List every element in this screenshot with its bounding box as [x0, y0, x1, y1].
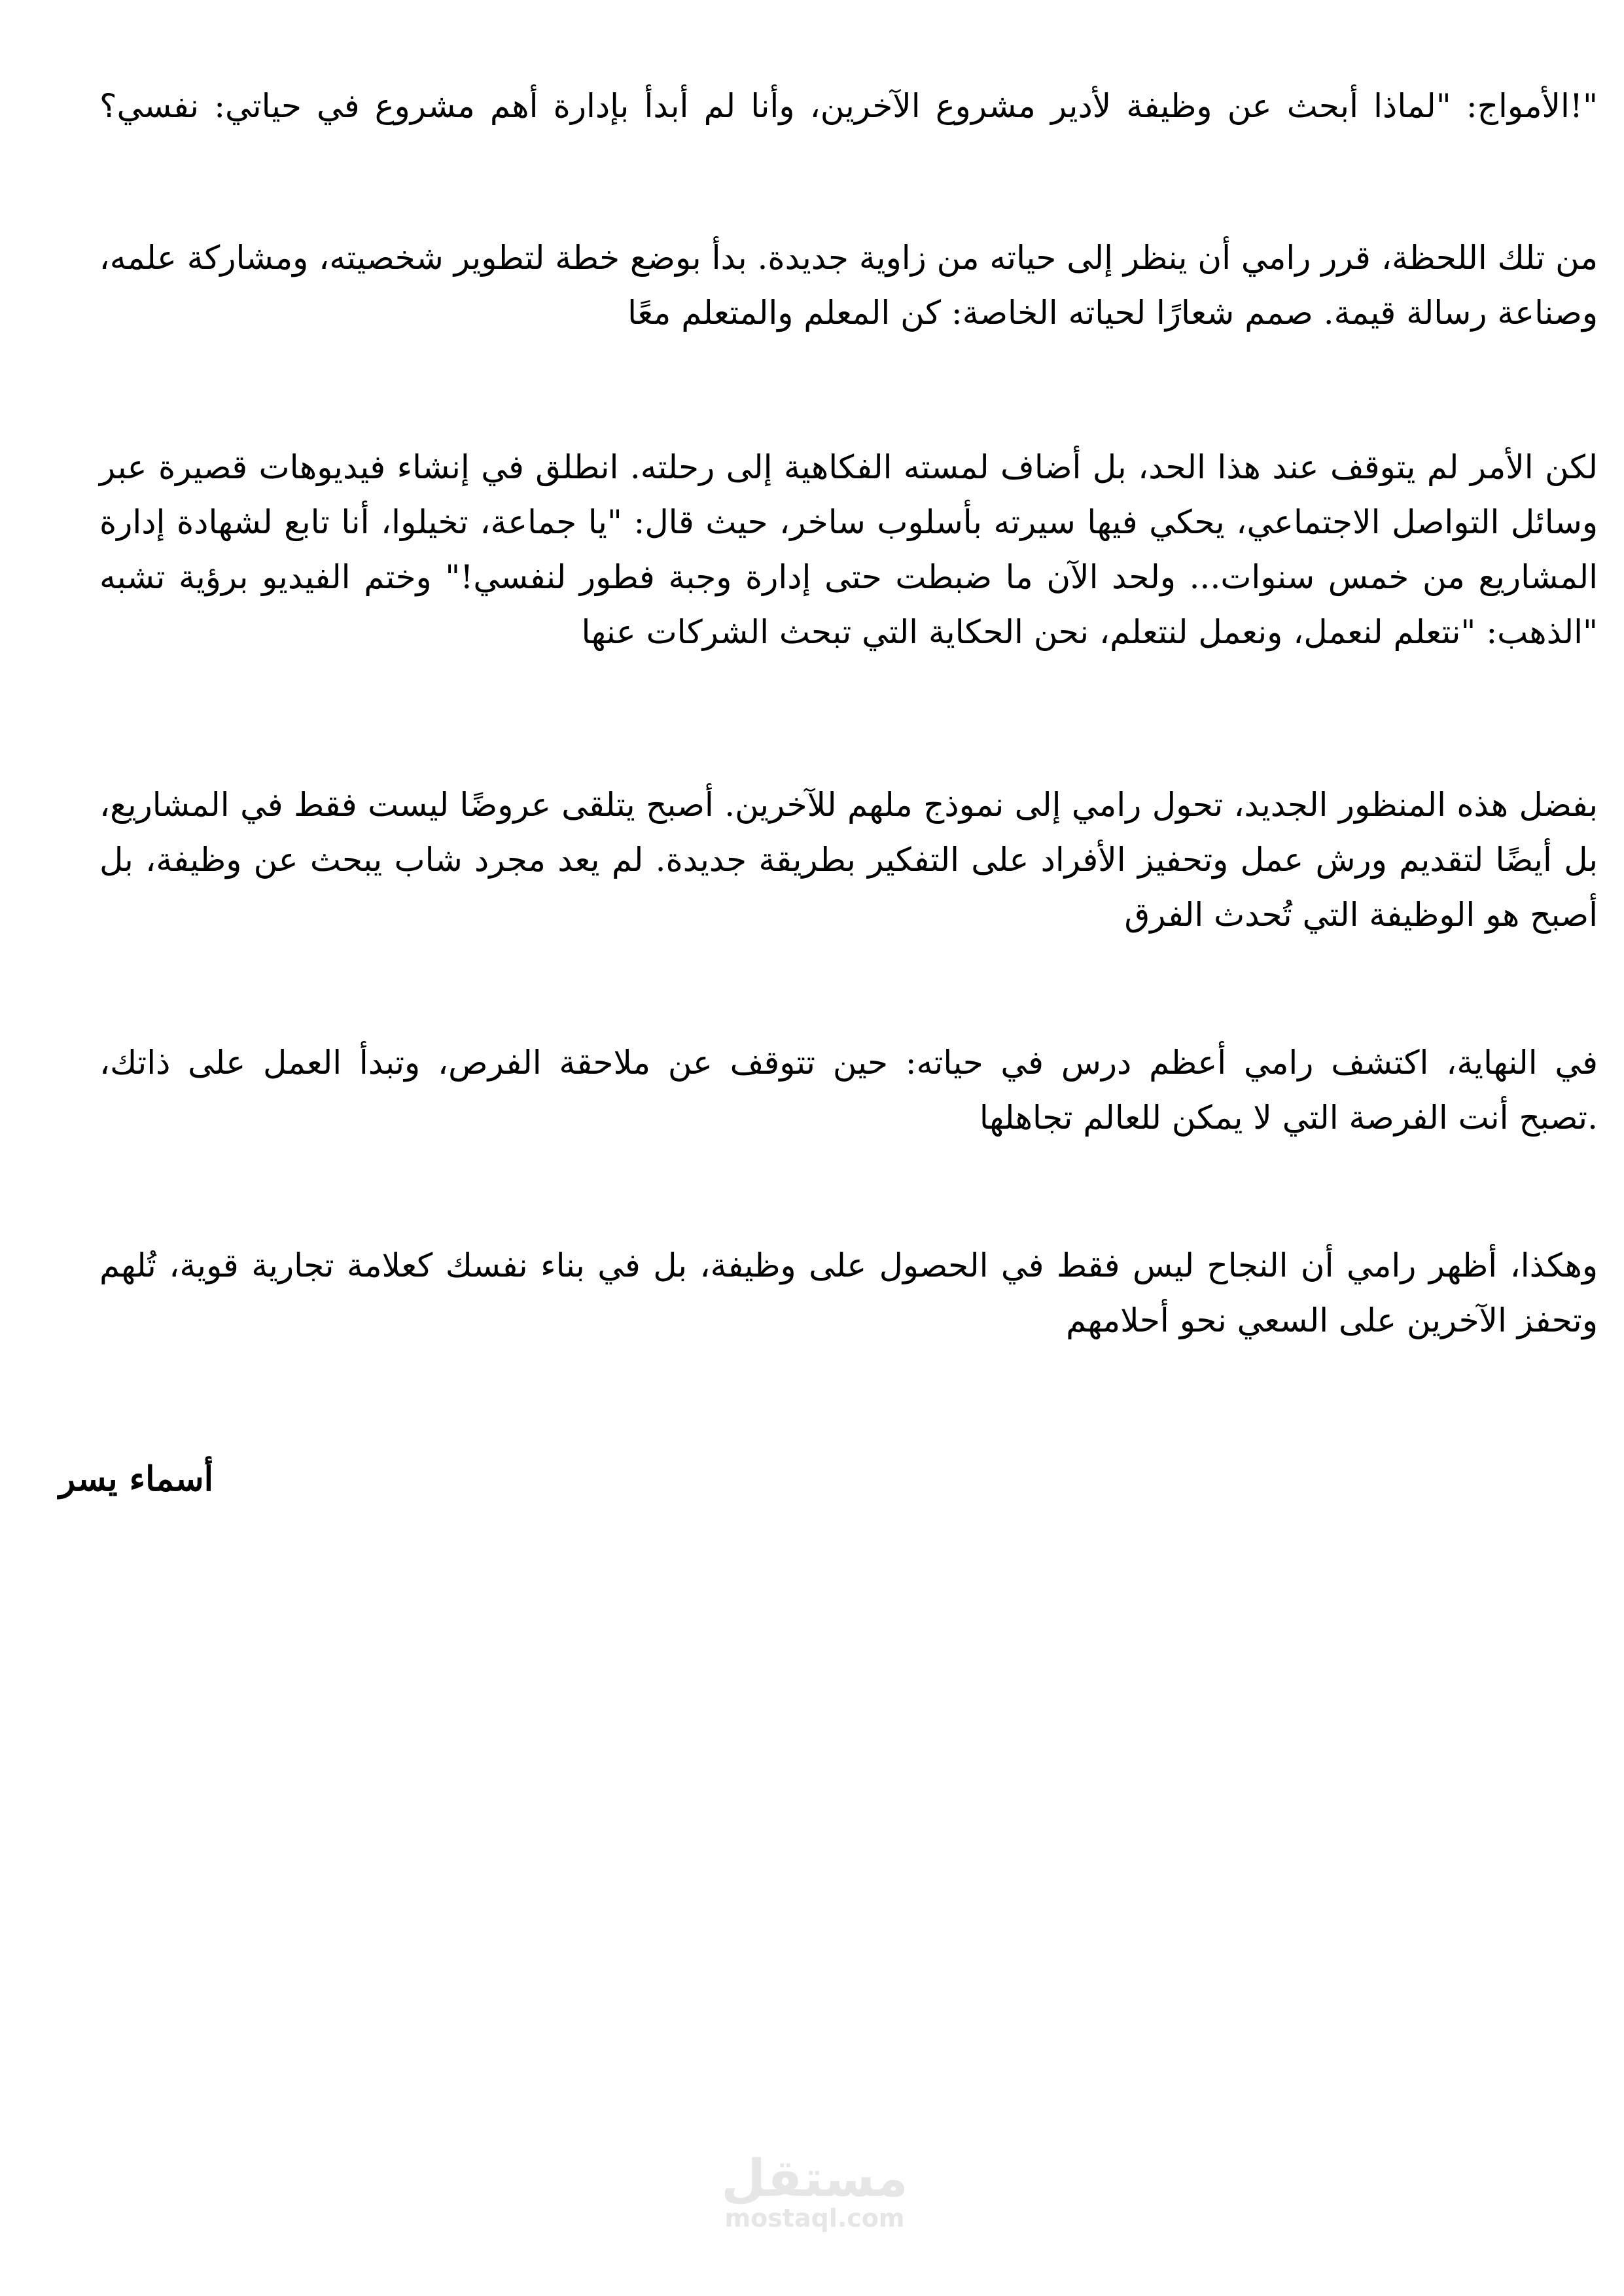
paragraph-line: المشاريع من خمس سنوات... ولحد الآن ما ضبطت حتى إدارة وجبة فطور لنفسي!" وختم الفيديو برؤية تشبه [99, 558, 1598, 596]
watermark-latin: mostaql.com [724, 2204, 905, 2233]
paragraph-line: "الذهب: "نتعلم لنعمل، ونعمل لنتعلم، نحن الحكاية التي تبحث الشركات عنها [581, 613, 1598, 651]
paragraph [99, 1035, 1598, 1145]
paragraph-line: أصبح هو الوظيفة التي تُحدث الفرق [1124, 896, 1598, 934]
mostaql-watermark [713, 2149, 916, 2233]
paragraph [99, 230, 1598, 340]
author-signature: أسماء يسر [59, 1459, 214, 1499]
watermark-arabic: مستقل [721, 2149, 908, 2208]
paragraph-line: وصناعة رسالة قيمة. صمم شعارًا لحياته الخاصة: كن المعلم والمتعلم معًا [627, 294, 1598, 332]
paragraph [99, 79, 1598, 133]
paragraph-line: لكن الأمر لم يتوقف عند هذا الحد، بل أضاف لمسته الفكاهية إلى رحلته. انطلق في إنشاء فيديوهات قصيرة عبر [99, 448, 1598, 486]
paragraph-line: من تلك اللحظة، قرر رامي أن ينظر إلى حياته من زاوية جديدة. بدأ بوضع خطة لتطوير شخصيته، ومشاركة علمه، [99, 239, 1598, 277]
paragraph-line: بفضل هذه المنظور الجديد، تحول رامي إلى نموذج ملهم للآخرين. أصبح يتلقى عروضًا ليست فقط في المشاريع، [99, 786, 1598, 824]
paragraph [99, 777, 1598, 942]
paragraph-line: وهكذا، أظهر رامي أن النجاح ليس فقط في الحصول على وظيفة، بل في بناء نفسك كعلامة تجارية قوية، تُلهم [99, 1246, 1598, 1284]
paragraph-line: في النهاية، اكتشف رامي أعظم درس في حياته: حين تتوقف عن ملاحقة الفرص، وتبدأ العمل على ذاتك، [99, 1044, 1598, 1082]
paragraph-line: وسائل التواصل الاجتماعي، يحكي فيها سيرته بأسلوب ساخر، حيث قال: "يا جماعة، تخيلوا، أنا تابع لشهادة إدارة [99, 503, 1598, 541]
paragraph-line: وتحفز الآخرين على السعي نحو أحلامهم [1066, 1301, 1598, 1339]
paragraph-line: بل أيضًا لتقديم ورش عمل وتحفيز الأفراد على التفكير بطريقة جديدة. لم يعد مجرد شاب يبحث عن وظيفة، بل [99, 841, 1598, 879]
paragraph-line: .تصبح أنت الفرصة التي لا يمكن للعالم تجاهلها [979, 1099, 1598, 1137]
paragraph [99, 1238, 1598, 1348]
paragraph-line: "!الأمواج: "لماذا أبحث عن وظيفة لأدير مشروع الآخرين، وأنا لم أبدأ بإدارة أهم مشروع في حياتي: نفسي؟ [99, 87, 1598, 125]
paragraph [99, 440, 1598, 660]
